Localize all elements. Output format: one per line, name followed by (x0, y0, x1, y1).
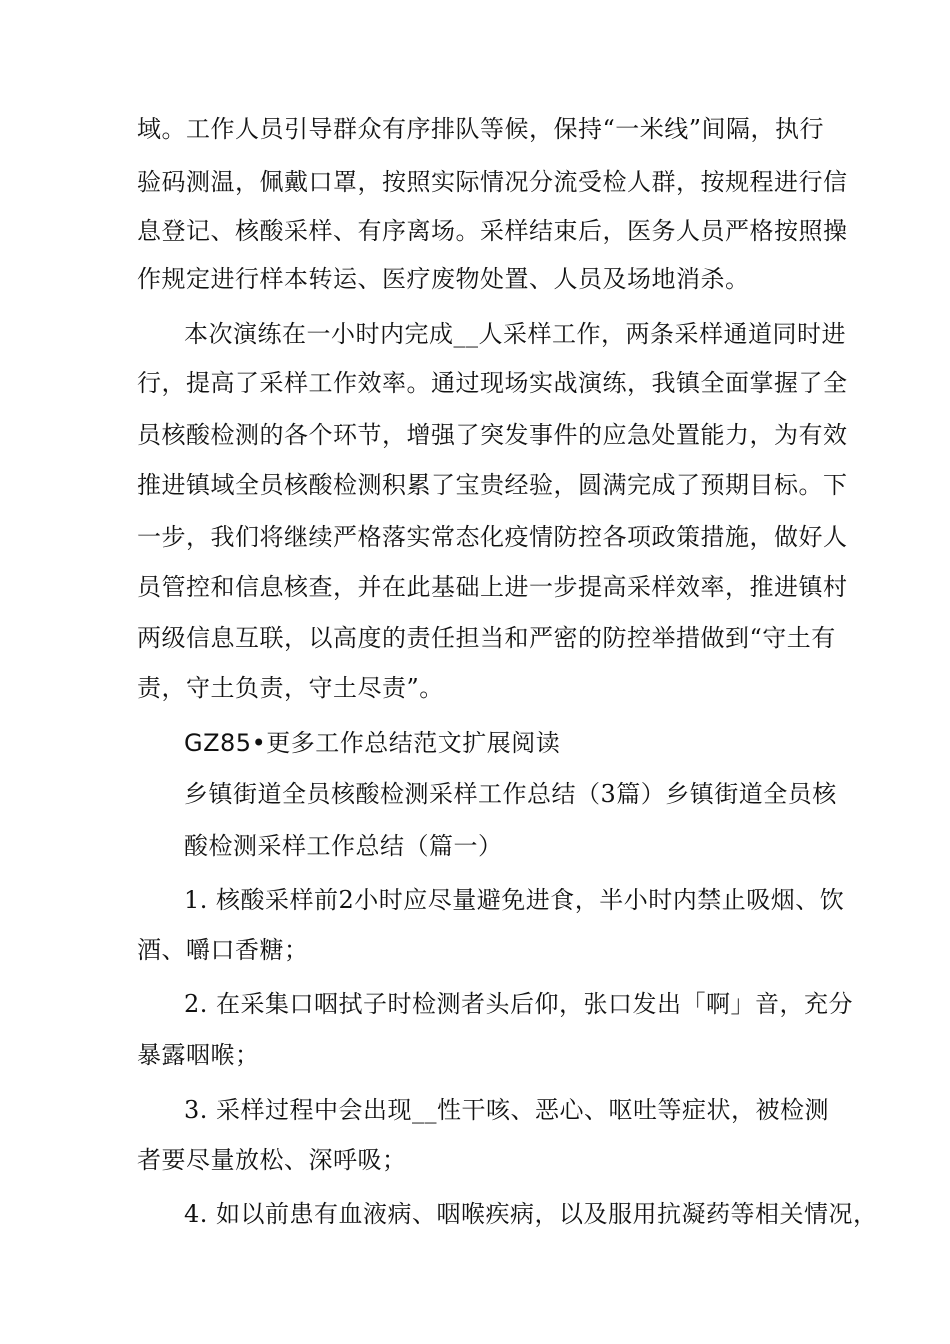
paragraph-line: 乡镇街道全员核酸检测采样工作总结（3篇）乡镇街道全员核 (184, 780, 837, 808)
paragraph-line: 员核酸检测的各个环节，增强了突发事件的应急处置能力，为有效 (137, 421, 848, 449)
section-heading: GZ85•更多工作总结范文扩展阅读 (184, 729, 561, 757)
list-item-line: 暴露咽喉； (137, 1041, 260, 1069)
paragraph-line: 酸检测采样工作总结（篇一） (184, 832, 503, 860)
paragraph-line: 责，守土负责，守土尽责”。 (137, 674, 444, 702)
paragraph-line: 员管控和信息核查，并在此基础上进一步提高采样效率，推进镇村 (137, 573, 848, 601)
paragraph-line: 行，提高了采样工作效率。通过现场实战演练，我镇全面掌握了全 (137, 369, 848, 397)
paragraph-line: 作规定进行样本转运、医疗废物处置、人员及场地消杀。 (137, 265, 750, 293)
list-item-line: 3. 采样过程中会出现__性干咳、恶心、呕吐等症状，被检测 (184, 1096, 830, 1124)
list-item-line: 者要尽量放松、深呼吸； (137, 1146, 407, 1174)
paragraph-line: 两级信息互联，以高度的责任担当和严密的防控举措做到“守土有 (137, 624, 836, 652)
paragraph-line: 推进镇域全员核酸检测积累了宝贵经验，圆满完成了预期目标。下 (137, 471, 848, 499)
list-item-line: 酒、嚼口香糖； (137, 936, 309, 964)
list-item-line: 2. 在采集口咽拭子时检测者头后仰，张口发出「啊」音，充分 (184, 990, 854, 1018)
paragraph-line: 息登记、核酸采样、有序离场。采样结束后，医务人员严格按照操 (137, 217, 848, 245)
paragraph-line: 本次演练在一小时内完成__人采样工作，两条采样通道同时进 (184, 320, 846, 348)
list-item-line: 4. 如以前患有血液病、咽喉疾病，以及服用抗凝药等相关情况， (184, 1200, 878, 1228)
paragraph-line: 一步，我们将继续严格落实常态化疫情防控各项政策措施，做好人 (137, 523, 848, 551)
list-item-line: 1. 核酸采样前2小时应尽量避免进食，半小时内禁止吸烟、饮 (184, 886, 845, 914)
paragraph-line: 验码测温，佩戴口罩，按照实际情况分流受检人群，按规程进行信 (137, 168, 848, 196)
paragraph-line: 域。工作人员引导群众有序排队等候，保持“一米线”间隔，执行 (137, 115, 825, 143)
